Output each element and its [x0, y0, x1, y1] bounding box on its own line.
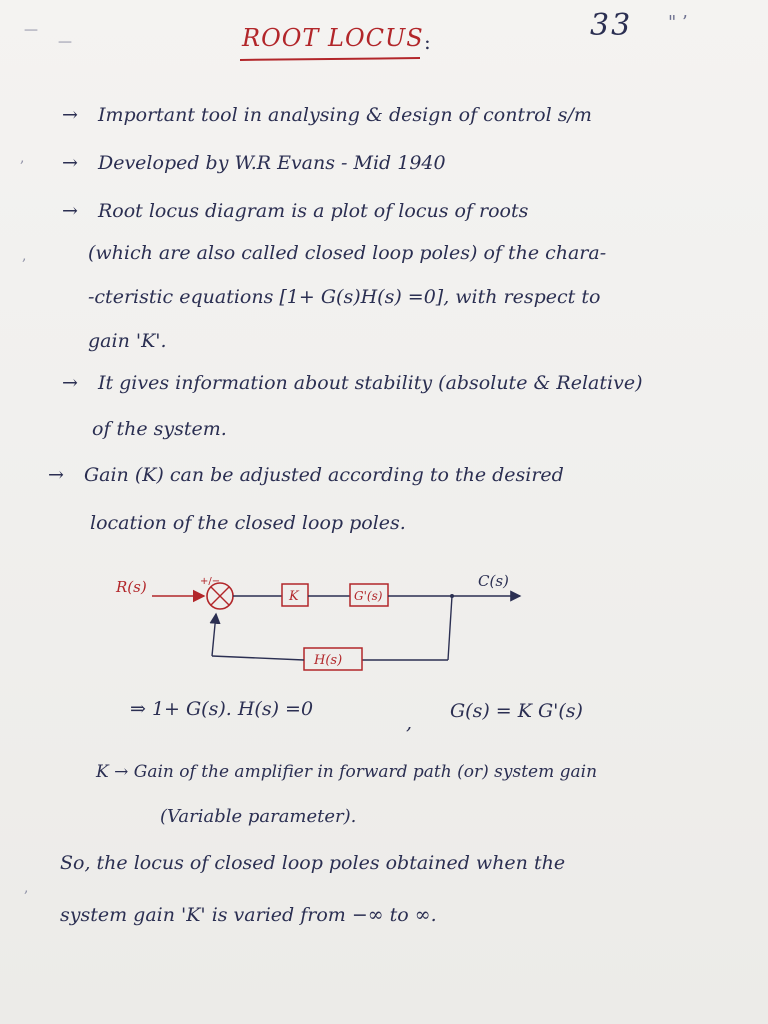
- margin-mark: —: [24, 22, 38, 38]
- bullet-text: gain 'K'.: [88, 330, 167, 352]
- characteristic-equation: [130, 698, 313, 720]
- page-title: ROOT LOCUS: [242, 24, 424, 52]
- bullet-continuation: [92, 418, 227, 440]
- summing-signs: +/−: [200, 576, 221, 587]
- equation-comma: ,: [406, 712, 413, 734]
- bullet-line-1: [62, 104, 592, 126]
- page-number: 33: [590, 8, 633, 43]
- bullet-continuation: [88, 286, 600, 308]
- conclusion-text: So, the locus of closed loop poles obtained when the: [60, 852, 566, 874]
- feedback-line: [212, 656, 304, 660]
- conclusion-line: [60, 904, 437, 926]
- conclusion-text: system gain 'K' is varied from −∞ to ∞.: [60, 904, 437, 926]
- bullet-text: location of the closed loop poles.: [90, 512, 406, 534]
- bullet-text: (which are also called closed loop poles) of the chara-: [88, 242, 607, 264]
- bullet-text: Root locus diagram is a plot of locus of roots: [97, 200, 529, 222]
- output-label: C(s): [478, 572, 509, 590]
- feedback-block-label: H(s): [314, 653, 343, 668]
- bullet-line-4: [62, 372, 642, 394]
- definition-text: (Variable parameter).: [160, 806, 357, 827]
- gain-definition-continuation: [160, 806, 356, 827]
- block-diagram: [100, 556, 540, 686]
- arrow-icon: →: [62, 200, 78, 222]
- gain-relation: [450, 700, 583, 722]
- bullet-line-3: [62, 200, 528, 222]
- bullet-line-5: [48, 464, 564, 486]
- gain-definition: [96, 762, 597, 782]
- equation-separator: [406, 712, 412, 734]
- arrow-icon: →: [62, 372, 78, 394]
- corner-marks: " ’: [668, 12, 688, 33]
- arrow-icon: →: [48, 464, 64, 486]
- bullet-line-2: [62, 152, 446, 174]
- plant-block-label: G'(s): [354, 589, 383, 603]
- arrow-icon: →: [62, 104, 78, 126]
- margin-mark: ,: [22, 248, 27, 264]
- bullet-text: Developed by W.R Evans - Mid 1940: [97, 152, 446, 174]
- bullet-continuation: [88, 242, 606, 264]
- bullet-continuation: [88, 330, 167, 352]
- definition-text: K → Gain of the amplifier in forward path (or) system gain: [96, 762, 598, 782]
- margin-mark: ,: [24, 880, 29, 896]
- arrow-icon: →: [62, 152, 78, 174]
- equation-right: G(s) = K G'(s): [450, 700, 583, 722]
- bullet-text: Gain (K) can be adjusted according to the desired: [83, 464, 564, 486]
- feedback-line: [448, 596, 452, 660]
- title-colon: :: [424, 30, 431, 54]
- title-underline: [240, 57, 420, 61]
- bullet-text: Important tool in analysing & design of control s/m: [97, 104, 592, 126]
- equation-left: ⇒ 1+ G(s). H(s) =0: [130, 698, 314, 720]
- gain-block-label: K: [289, 589, 299, 604]
- bullet-text: of the system.: [92, 418, 227, 440]
- margin-mark: ,: [20, 150, 25, 166]
- feedback-arrow: [212, 614, 216, 656]
- bullet-text: -cteristic equations [1+ G(s)H(s) =0], with respect to: [88, 286, 601, 308]
- input-label: R(s): [116, 578, 147, 596]
- conclusion-line: [60, 852, 565, 874]
- bullet-continuation: [90, 512, 406, 534]
- bullet-text: It gives information about stability (absolute & Relative): [97, 372, 643, 394]
- margin-mark: —: [58, 34, 72, 50]
